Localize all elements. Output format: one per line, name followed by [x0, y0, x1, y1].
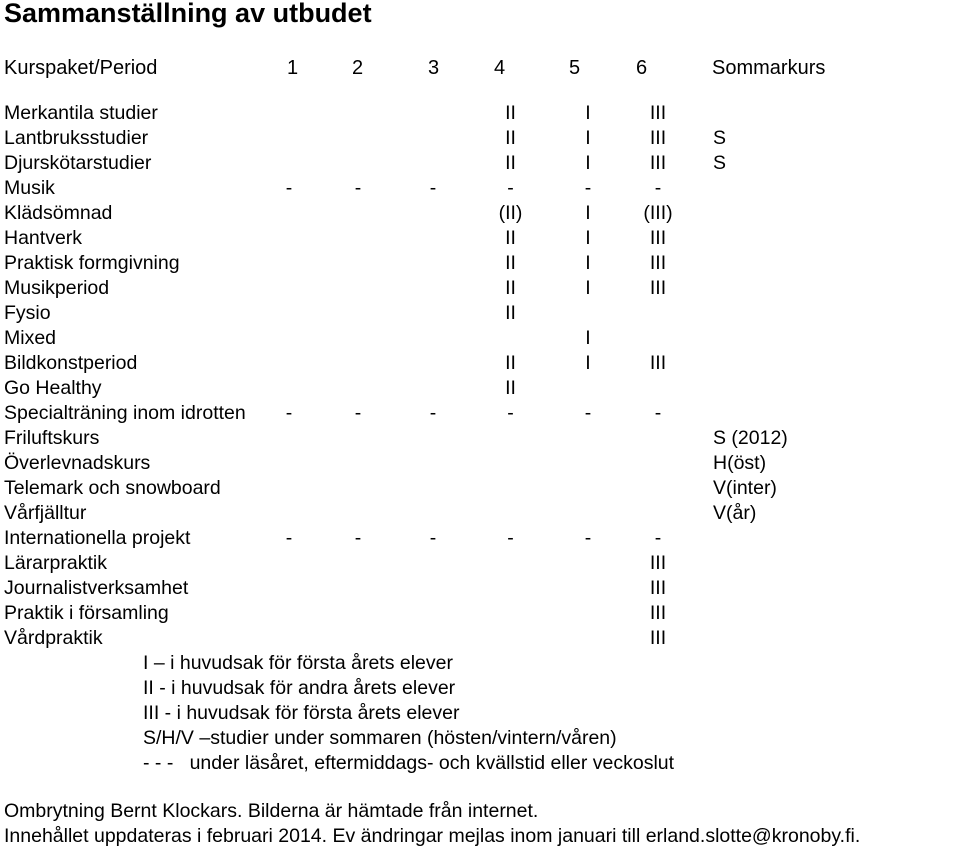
period-1-cell: [280, 126, 298, 151]
period-5-cell: [573, 376, 603, 401]
table-row: [4, 251, 943, 276]
period-2-cell: [298, 501, 418, 526]
header-label: Kurspaket/Period: [4, 57, 158, 79]
period-2-cell: -: [354, 527, 362, 549]
table-row: [4, 476, 943, 501]
period-2-cell: [298, 476, 418, 501]
footer-credit: Ombrytning Bernt Klockars. Bilderna är hämtade från internet.: [4, 800, 539, 822]
period-2-cell: [298, 226, 418, 251]
legend-item: II - i huvudsak för andra årets elever: [143, 677, 456, 699]
period-4-cell: II: [505, 102, 516, 124]
period-5-cell: [573, 626, 603, 651]
period-4-cell: -: [507, 402, 514, 424]
period-4-cell: [448, 626, 573, 651]
period-1-cell: [280, 151, 298, 176]
period-2-cell: [298, 551, 418, 576]
course-name: Vårdpraktik: [4, 627, 103, 649]
period-4-cell: II: [505, 352, 516, 374]
header-period-3: 3: [428, 57, 440, 79]
course-name: Musikperiod: [4, 277, 110, 299]
summer-cell: [713, 226, 943, 251]
course-name: Överlevnadskurs: [4, 452, 151, 474]
course-name: Bildkonstperiod: [4, 352, 138, 374]
summer-cell: [713, 376, 943, 401]
period-1-cell: [280, 476, 298, 501]
table-row: [4, 101, 943, 126]
period-1-cell: [280, 101, 298, 126]
period-4-cell: II: [505, 127, 516, 149]
legend: [143, 651, 674, 776]
period-4-cell: II: [505, 152, 516, 174]
period-5-cell: [573, 601, 603, 626]
period-4-cell: II: [505, 277, 516, 299]
table-row: [4, 151, 943, 176]
period-6-cell: III: [649, 602, 667, 624]
period-3-cell: -: [429, 177, 437, 199]
table-row: [4, 601, 943, 626]
period-5-cell: [573, 451, 603, 476]
period-6-cell: [603, 326, 713, 351]
period-3-cell: [418, 451, 448, 476]
legend-item: - - - under läsåret, eftermiddags- och kvällstid eller veckoslut: [143, 752, 675, 774]
period-1-cell: [280, 301, 298, 326]
table-row: [4, 176, 943, 201]
period-6-cell: [603, 501, 713, 526]
period-1-cell: -: [285, 177, 293, 199]
period-2-cell: [298, 376, 418, 401]
period-1-cell: [280, 326, 298, 351]
period-2-cell: [298, 276, 418, 301]
period-5-cell: [573, 501, 603, 526]
period-4-cell: -: [507, 527, 514, 549]
period-5-cell: -: [584, 177, 592, 199]
summer-cell: [713, 301, 943, 326]
summer-cell: [713, 251, 943, 276]
period-3-cell: [418, 576, 448, 601]
period-3-cell: [418, 301, 448, 326]
period-4-cell: (II): [498, 202, 523, 224]
period-2-cell: [298, 251, 418, 276]
period-2-cell: [298, 576, 418, 601]
table-row: [4, 301, 943, 326]
period-5-cell: [573, 301, 603, 326]
period-1-cell: [280, 351, 298, 376]
course-name: Friluftskurs: [4, 427, 100, 449]
table-row: [4, 451, 943, 476]
period-1-cell: [280, 501, 298, 526]
period-6-cell: [603, 476, 713, 501]
period-1-cell: -: [285, 402, 293, 424]
summer-cell: [713, 326, 943, 351]
period-1-cell: [280, 201, 298, 226]
period-1-cell: [280, 376, 298, 401]
table-row: [4, 326, 943, 351]
period-5-cell: I: [585, 352, 591, 374]
period-1-cell: [280, 226, 298, 251]
period-6-cell: III: [649, 102, 667, 124]
period-3-cell: [418, 201, 448, 226]
course-name: Merkantila studier: [4, 102, 158, 124]
course-name: Praktik i församling: [4, 602, 169, 624]
period-3-cell: [418, 376, 448, 401]
period-2-cell: -: [354, 402, 362, 424]
table-row: [4, 201, 943, 226]
period-3-cell: [418, 551, 448, 576]
summer-cell: V(inter): [713, 477, 777, 499]
summer-cell: [713, 551, 943, 576]
table-row: [4, 501, 943, 526]
period-3-cell: [418, 601, 448, 626]
course-table: [4, 101, 943, 651]
period-1-cell: [280, 426, 298, 451]
period-2-cell: [298, 151, 418, 176]
period-5-cell: I: [585, 327, 591, 349]
period-5-cell: -: [584, 402, 592, 424]
period-4-cell: II: [505, 252, 516, 274]
period-6-cell: [603, 451, 713, 476]
period-6-cell: -: [654, 527, 662, 549]
summer-cell: [713, 276, 943, 301]
period-5-cell: I: [585, 127, 591, 149]
period-3-cell: [418, 626, 448, 651]
table-row: [4, 401, 943, 426]
period-6-cell: III: [649, 127, 667, 149]
table-row: [4, 126, 943, 151]
period-6-cell: [603, 301, 713, 326]
period-1-cell: -: [285, 527, 293, 549]
period-4-cell: II: [505, 377, 516, 399]
summer-cell: S: [713, 127, 727, 149]
period-3-cell: [418, 101, 448, 126]
summer-cell: [713, 601, 943, 626]
summer-cell: [713, 201, 943, 226]
table-row: [4, 526, 943, 551]
period-6-cell: -: [654, 177, 662, 199]
period-4-cell: II: [505, 227, 516, 249]
summer-cell: [713, 101, 943, 126]
period-6-cell: [603, 376, 713, 401]
footer: [4, 799, 860, 849]
period-5-cell: [573, 576, 603, 601]
period-6-cell: III: [649, 277, 667, 299]
course-name: Go Healthy: [4, 377, 102, 399]
table-row: [4, 626, 943, 651]
period-1-cell: [280, 451, 298, 476]
period-6-cell: (III): [643, 202, 673, 224]
period-1-cell: [280, 576, 298, 601]
summer-cell: [713, 176, 943, 201]
period-6-cell: III: [649, 227, 667, 249]
period-5-cell: [573, 476, 603, 501]
period-6-cell: III: [649, 352, 667, 374]
period-2-cell: [298, 426, 418, 451]
period-5-cell: I: [585, 252, 591, 274]
period-5-cell: -: [584, 527, 592, 549]
course-name: Telemark och snowboard: [4, 477, 221, 499]
period-3-cell: [418, 276, 448, 301]
footer-update-note: Innehållet uppdateras i februari 2014. Ev ändringar mejlas inom januari till erland.slotte@kronoby.fi.: [4, 825, 861, 847]
period-1-cell: [280, 601, 298, 626]
table-row: [4, 351, 943, 376]
header-summer: Sommarkurs: [712, 57, 826, 79]
summer-cell: S: [713, 152, 727, 174]
header-period-6: 6: [636, 57, 648, 79]
summer-cell: S (2012): [713, 427, 788, 449]
summer-cell: H(öst): [713, 452, 767, 474]
period-3-cell: [418, 151, 448, 176]
period-4-cell: [448, 426, 573, 451]
course-name: Vårfjälltur: [4, 502, 87, 524]
period-1-cell: [280, 251, 298, 276]
period-6-cell: III: [649, 552, 667, 574]
period-4-cell: [448, 551, 573, 576]
period-2-cell: [298, 201, 418, 226]
header-period-5: 5: [569, 57, 581, 79]
period-3-cell: [418, 326, 448, 351]
period-3-cell: -: [429, 527, 437, 549]
period-3-cell: [418, 226, 448, 251]
period-3-cell: -: [429, 402, 437, 424]
course-name: Internationella projekt: [4, 527, 191, 549]
period-2-cell: [298, 126, 418, 151]
course-name: Mixed: [4, 327, 57, 349]
period-2-cell: -: [354, 177, 362, 199]
period-6-cell: III: [649, 152, 667, 174]
course-name: Fysio: [4, 302, 51, 324]
table-row: [4, 426, 943, 451]
period-2-cell: [298, 301, 418, 326]
course-name: Musik: [4, 177, 55, 199]
course-name: Djurskötarstudier: [4, 152, 152, 174]
period-6-cell: III: [649, 577, 667, 599]
period-2-cell: [298, 601, 418, 626]
period-5-cell: I: [585, 277, 591, 299]
course-name: Hantverk: [4, 227, 83, 249]
legend-item: S/H/V –studier under sommaren (hösten/vintern/våren): [143, 727, 617, 749]
period-3-cell: [418, 351, 448, 376]
course-name: Lärarpraktik: [4, 552, 107, 574]
period-2-cell: [298, 326, 418, 351]
summer-cell: [713, 401, 943, 426]
period-4-cell: -: [507, 177, 514, 199]
period-2-cell: [298, 451, 418, 476]
course-name: Praktisk formgivning: [4, 252, 180, 274]
course-name: Specialträning inom idrotten: [4, 402, 246, 424]
period-1-cell: [280, 276, 298, 301]
period-3-cell: [418, 476, 448, 501]
period-4-cell: II: [505, 302, 516, 324]
table-row: [4, 226, 943, 251]
header-period-4: 4: [494, 57, 506, 79]
table-row: [4, 376, 943, 401]
period-5-cell: I: [585, 152, 591, 174]
period-2-cell: [298, 626, 418, 651]
period-4-cell: [448, 451, 573, 476]
table-row: [4, 576, 943, 601]
period-6-cell: -: [654, 402, 662, 424]
period-3-cell: [418, 426, 448, 451]
period-6-cell: III: [649, 252, 667, 274]
period-4-cell: [448, 501, 573, 526]
summer-cell: [713, 576, 943, 601]
period-5-cell: I: [585, 202, 591, 224]
summer-cell: V(år): [713, 502, 757, 524]
period-3-cell: [418, 501, 448, 526]
period-2-cell: [298, 101, 418, 126]
header-period-2: 2: [352, 57, 364, 79]
header-period-1: 1: [287, 57, 299, 79]
course-name: Journalistverksamhet: [4, 577, 189, 599]
summer-cell: [713, 626, 943, 651]
period-5-cell: [573, 551, 603, 576]
course-name: Lantbruksstudier: [4, 127, 149, 149]
period-6-cell: III: [649, 627, 667, 649]
period-5-cell: [573, 426, 603, 451]
period-4-cell: [448, 476, 573, 501]
period-2-cell: [298, 351, 418, 376]
table-row: [4, 276, 943, 301]
period-1-cell: [280, 551, 298, 576]
period-1-cell: [280, 626, 298, 651]
period-4-cell: [448, 601, 573, 626]
period-4-cell: [448, 326, 573, 351]
period-3-cell: [418, 126, 448, 151]
period-3-cell: [418, 251, 448, 276]
summer-cell: [713, 351, 943, 376]
course-name: Klädsömnad: [4, 202, 113, 224]
period-5-cell: I: [585, 102, 591, 124]
period-5-cell: I: [585, 227, 591, 249]
table-row: [4, 551, 943, 576]
legend-item: III - i huvudsak för första årets elever: [143, 702, 460, 724]
summer-cell: [713, 526, 943, 551]
legend-item: I – i huvudsak för första årets elever: [143, 652, 453, 674]
period-4-cell: [448, 576, 573, 601]
period-6-cell: [603, 426, 713, 451]
page-title: Sammanställning av utbudet: [4, 0, 372, 28]
